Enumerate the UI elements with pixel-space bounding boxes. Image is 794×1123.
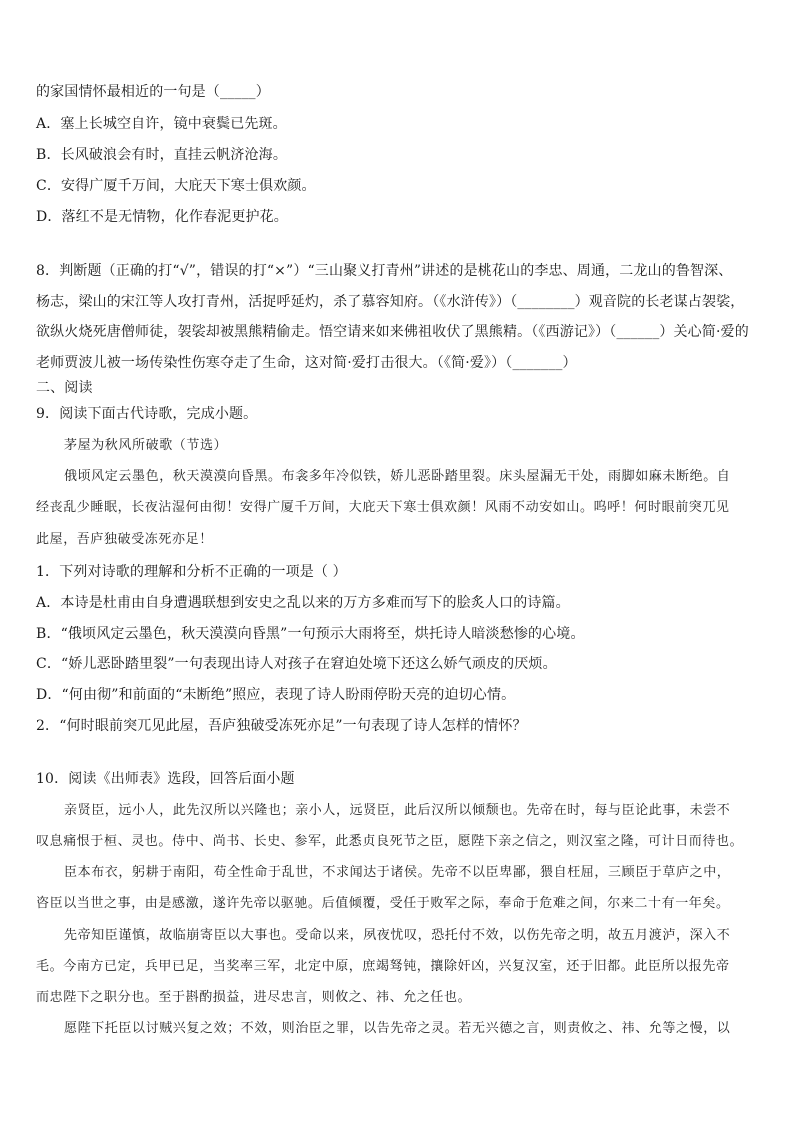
- q7-option-a: A．塞上长城空自许，镜中衰鬓已先斑。: [36, 116, 287, 132]
- q7-stem: 的家国情怀最相近的一句是（_____）: [36, 84, 270, 100]
- passage-line-5: 先帝知臣谨慎，故临崩寄臣以大事也。受命以来，夙夜忧叹，恐托付不效，以伤先帝之明，故五月渡泸，深入不: [64, 928, 731, 943]
- poem-line-2: 经丧乱少睡眠，长夜沾湿何由彻！安得广厦千万间，大庇天下寒士俱欢颜！风雨不动安如山。呜呼！何时眼前突兀见: [36, 500, 730, 515]
- q9-sub1-option-a: A．本诗是杜甫由自身遭遇联想到安史之乱以来的万方多难而写下的脍炙人口的诗篇。: [36, 595, 570, 611]
- passage-line-8: 愿陛下托臣以讨贼兴复之效；不效，则治臣之罪，以告先帝之灵。若无兴德之言，则责攸之、祎、允等之慢，以: [64, 1021, 731, 1036]
- poem-title: 茅屋为秋风所破歌（节选）: [64, 438, 228, 453]
- q9-sub2: 2．“何时眼前突兀见此屋，吾庐独破受冻死亦足”一句表现了诗人怎样的情怀？: [36, 718, 527, 734]
- passage-line-7: 而忠陛下之职分也。至于斟酌损益，进尽忠言，则攸之、祎、允之任也。: [36, 990, 472, 1005]
- q7-option-c: C．安得广厦千万间，大庇天下寒士俱欢颜。: [36, 178, 316, 194]
- passage-line-6: 毛。今南方已定，兵甲已足，当奖率三军，北定中原，庶竭驽钝，攘除奸凶，兴复汉室，还于旧都。此臣所以报先帝: [36, 959, 730, 974]
- passage-line-1: 亲贤臣，远小人，此先汉所以兴隆也；亲小人，远贤臣，此后汉所以倾颓也。先帝在时，每与臣论此事，未尝不: [64, 803, 731, 818]
- poem-line-1: 俄顷风定云墨色，秋天漠漠向昏黑。布衾多年冷似铁，娇儿恶卧踏里裂。床头屋漏无干处，雨脚如麻未断绝。自: [64, 469, 731, 484]
- q8-line-4: 老师贾波儿被一场传染性伤寒夺走了生命，这对简·爱打击很大。（《简·爱》）（_______）: [36, 355, 577, 371]
- q8-line-2: 杨志，梁山的宋江等人攻打青州，活捉呼延灼，杀了慕容知府。（《水浒传》）（________）观音院的长老谋占袈裟，: [36, 294, 745, 310]
- section-heading: 二、阅读: [36, 380, 93, 396]
- q8-line-3: 欲纵火烧死唐僧师徒，袈裟却被黑熊精偷走。悟空请来如来佛祖收伏了黑熊精。（《西游记》）（______）关心简·爱的: [36, 324, 749, 340]
- q7-option-b: B．长风破浪会有时，直挂云帆济沧海。: [36, 147, 287, 163]
- q8-line-1: 8．判断题（正确的打“√”，错误的打“×”）“三山聚义打青州”讲述的是桃花山的李忠、周通，二龙山的鲁智深、: [36, 263, 733, 279]
- poem-line-3: 此屋，吾庐独破受冻死亦足！: [36, 532, 213, 547]
- q10-intro: 10．阅读《出师表》选段，回答后面小题: [36, 771, 295, 787]
- q9-intro: 9．阅读下面古代诗歌，完成小题。: [36, 406, 258, 422]
- passage-line-2: 叹息痛恨于桓、灵也。侍中、尚书、长史、参军，此悉贞良死节之臣，愿陛下亲之信之，则汉室之隆，可计日而待也。: [36, 834, 744, 849]
- passage-line-3: 臣本布衣，躬耕于南阳，苟全性命于乱世，不求闻达于诸侯。先帝不以臣卑鄙，猥自枉屈，三顾臣于草庐之中，: [64, 865, 731, 880]
- passage-line-4: 咨臣以当世之事，由是感激，遂许先帝以驱驰。后值倾覆，受任于败军之际，奉命于危难之间，尔来二十有一年矣。: [36, 896, 730, 911]
- q9-sub1-option-b: B．“俄顷风定云墨色，秋天漠漠向昏黑”一句预示大雨将至，烘托诗人暗淡愁惨的心境。: [36, 626, 585, 642]
- q9-sub1-option-d: D．“何由彻”和前面的“未断绝”照应，表现了诗人盼雨停盼天亮的迫切心情。: [36, 687, 516, 703]
- q9-sub1-option-c: C．“娇儿恶卧踏里裂”一句表现出诗人对孩子在窘迫处境下还这么娇气顽皮的厌烦。: [36, 656, 557, 672]
- q7-option-d: D．落红不是无情物，化作春泥更护花。: [36, 209, 288, 225]
- q9-sub1: 1．下列对诗歌的理解和分析不正确的一项是（ ）: [36, 564, 347, 580]
